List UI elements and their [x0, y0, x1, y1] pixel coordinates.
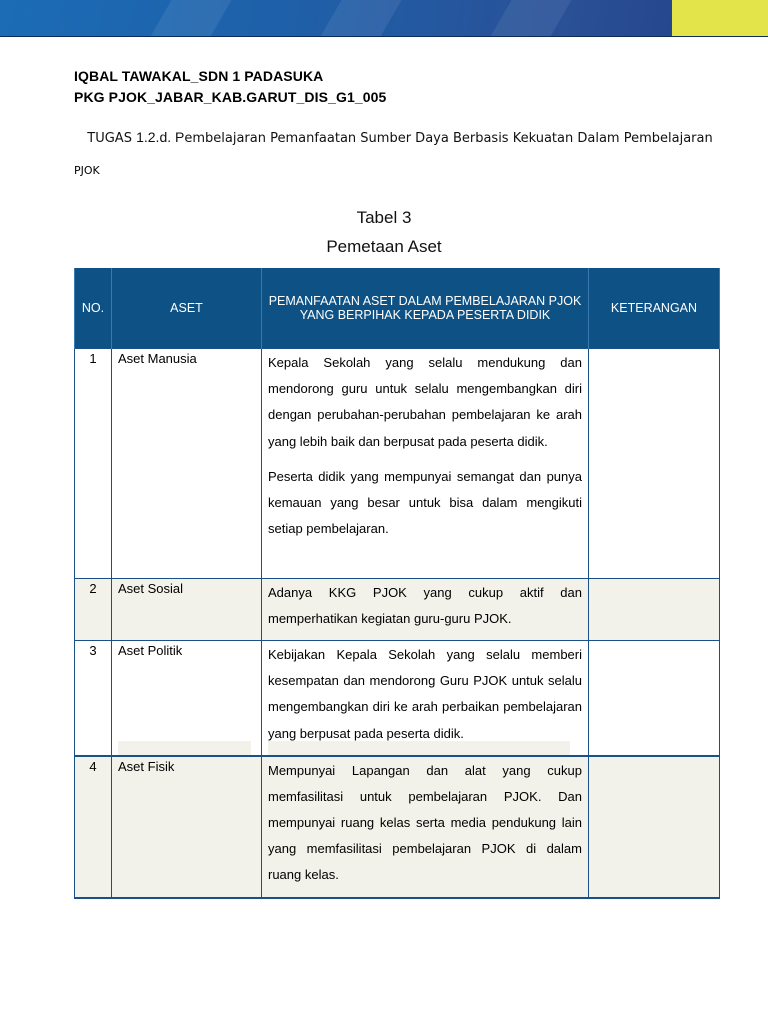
- row-number: 3: [75, 641, 112, 756]
- asset-name: Aset Sosial: [112, 579, 262, 641]
- author-name: IQBAL TAWAKAL_SDN 1 PADASUKA: [74, 68, 324, 84]
- task-title: [74, 128, 726, 148]
- asset-usage: [262, 641, 589, 756]
- table-number: Tabel 3: [356, 208, 412, 227]
- asset-name: Aset Manusia: [112, 349, 262, 579]
- cell-shading: [118, 741, 251, 755]
- asset-note: [589, 641, 720, 756]
- header-keterangan: KETERANGAN: [589, 268, 720, 349]
- table-row: [75, 579, 720, 641]
- asset-name: [112, 641, 262, 756]
- header-pemanfaatan: PEMANFAATAN ASET DALAM PEMBELAJARAN PJOK YANG BERPIHAK KEPADA PESERTA DIDIK: [262, 268, 589, 349]
- asset-usage-paragraph: Kepala Sekolah yang selalu mendukung dan mendorong guru untuk selalu mengembangkan diri dengan perubahan-perubahan pembelajaran ke arah yang lebih baik dan berpusat pada peserta didik.: [268, 355, 582, 449]
- asset-note: [589, 756, 720, 898]
- asset-usage: Mempunyai Lapangan dan alat yang cukup memfasilitasi untuk pembelajaran PJOK. Dan mempunyai ruang kelas serta media pendukung lain yang memfasilitasi pembelajaran PJOK di dalam ruang kelas.: [262, 756, 589, 898]
- header-aset: ASET: [112, 268, 262, 349]
- table-row: [75, 641, 720, 756]
- banner-stripe: [137, 0, 243, 37]
- table-header-row: [75, 268, 720, 349]
- asset-name: Aset Fisik: [112, 756, 262, 898]
- table-title: Pemetaan Aset: [326, 237, 442, 256]
- asset-usage-paragraph: Peserta didik yang mempunyai semangat dan punya kemauan yang besar untuk bisa dalam mengikuti setiap pembelajaran.: [268, 468, 582, 537]
- asset-usage: Adanya KKG PJOK yang cukup aktif dan memperhatikan kegiatan guru-guru PJOK.: [262, 579, 589, 641]
- table-row: [75, 756, 720, 898]
- banner-stripe: [477, 0, 583, 37]
- header-no: NO.: [75, 268, 112, 349]
- asset-note: [589, 579, 720, 641]
- subject-label: PJOK: [74, 164, 100, 177]
- asset-mapping-table: [74, 268, 720, 899]
- row-number: 1: [75, 349, 112, 579]
- row-number: 2: [75, 579, 112, 641]
- task-prefix: TUGAS: [87, 131, 132, 146]
- assignment-code: PKG PJOK_JABAR_KAB.GARUT_DIS_G1_005: [74, 89, 387, 105]
- header-banner: [0, 0, 768, 37]
- asset-usage-text: Kebijakan Kepala Sekolah yang selalu memberi kesempatan dan mendorong Guru PJOK untuk selalu mengembangkan diri ke arah perbaikan pembelajaran yang berpusat pada peserta didik.: [268, 647, 582, 741]
- asset-name-text: Aset Politik: [118, 643, 183, 658]
- banner-stripe: [307, 0, 413, 37]
- table-row: [75, 349, 720, 579]
- row-number: 4: [75, 756, 112, 898]
- asset-note: [589, 349, 720, 579]
- banner-accent: [672, 0, 768, 36]
- task-code: 1.2.d. P: [136, 129, 185, 145]
- cell-shading: [268, 741, 570, 755]
- asset-usage: [262, 349, 589, 579]
- task-title-text: embelajaran Pemanfaatan Sumber Daya Berbasis Kekuatan Dalam Pembelajaran: [184, 131, 713, 146]
